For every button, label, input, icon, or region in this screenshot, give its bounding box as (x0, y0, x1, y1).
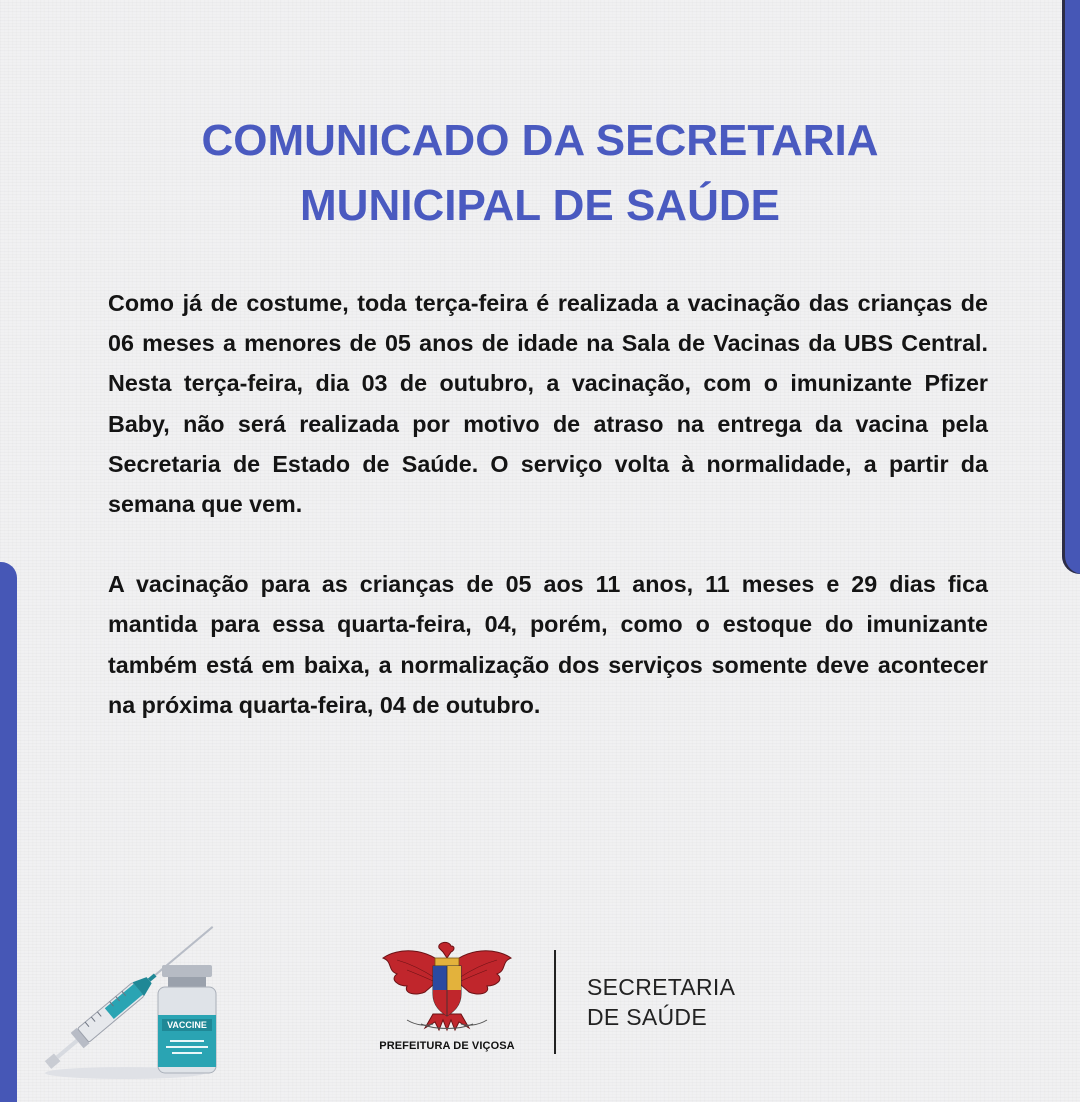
paragraph-2: A vacinação para as crianças de 05 aos 11 anos, 11 meses e 29 dias fica mantida para essa quarta-feira, 04, porém, como o estoque do imunizante também está em baixa, a normalização dos serviços somente deve acontecer na próxima quarta-feira, 04 de outubro. (108, 571, 988, 718)
title-line-2: MUNICIPAL DE SAÚDE (300, 181, 780, 230)
department-name (587, 972, 735, 1032)
vaccine-illustration (40, 895, 240, 1080)
vial-label: VACCINE (167, 1020, 207, 1030)
left-accent-bar (0, 562, 17, 1102)
vial-icon (158, 965, 216, 1073)
prefeitura-logo (372, 940, 522, 1052)
announcement-body (108, 283, 988, 725)
eagle-crest-icon (377, 940, 517, 1035)
footer-divider (554, 950, 556, 1054)
department-line-1: SECRETARIA (587, 974, 736, 1000)
department-line-2: DE SAÚDE (587, 1004, 707, 1030)
prefeitura-caption: PREFEITURA DE VIÇOSA (379, 1040, 515, 1052)
page-title (100, 108, 980, 238)
title-line-1: COMUNICADO DA SECRETARIA (201, 116, 879, 165)
paragraph-1: Como já de costume, toda terça-feira é realizada a vacinação das crianças de 06 meses a menores de 05 anos de idade na Sala de Vacinas da UBS Central. Nesta terça-feira, dia 03 de outubro, a vacinação, com o imunizante Pfizer Baby, não será realizada por motivo de atraso na entrega da vacina pela Secretaria de Estado de Saúde. O serviço volta à normalidade, a partir da semana que vem. (108, 290, 988, 518)
right-accent-bar (1062, 0, 1080, 574)
